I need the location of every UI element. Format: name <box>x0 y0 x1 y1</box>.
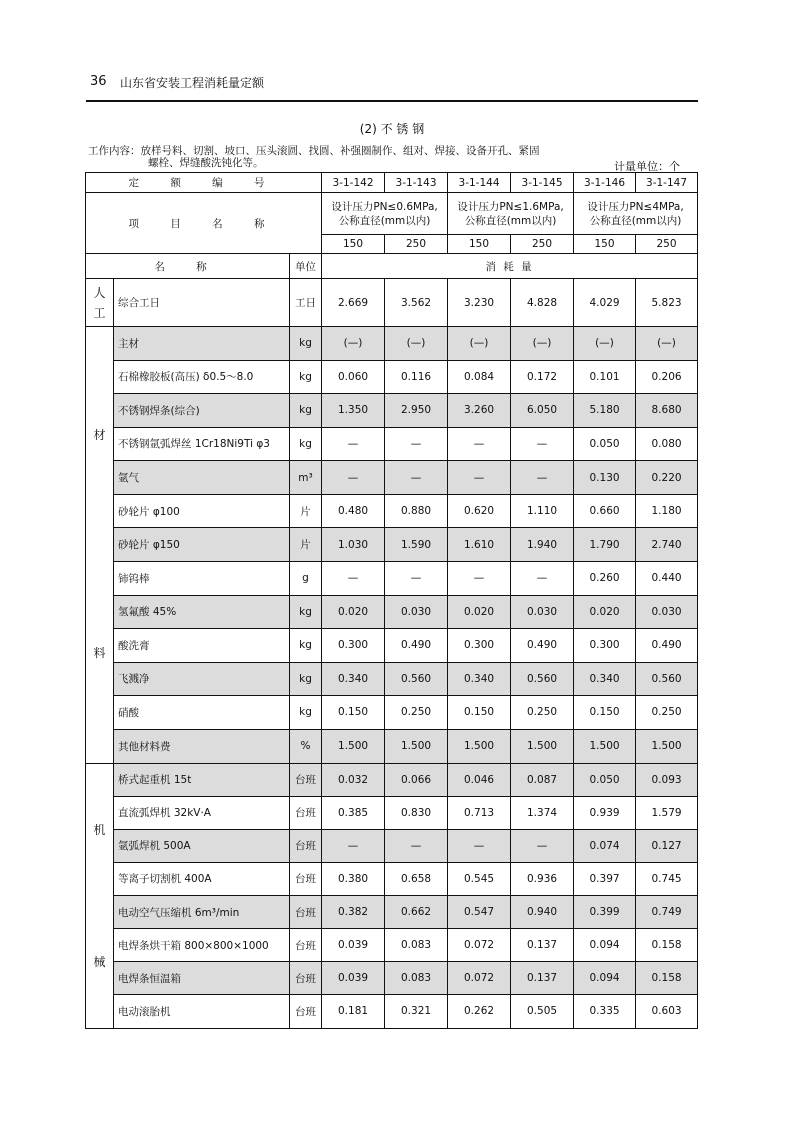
value-cell: 0.662 <box>385 896 448 929</box>
value-cell: 1.500 <box>574 729 636 763</box>
spec-header <box>448 193 574 235</box>
value-cell: 0.094 <box>574 929 636 962</box>
spec-header <box>322 193 448 235</box>
item-name: 桥式起重机 15t <box>114 763 290 796</box>
value-cell: (—) <box>636 327 698 361</box>
value-cell: — <box>322 829 385 862</box>
value-cell: (—) <box>574 327 636 361</box>
value-cell: 0.158 <box>636 962 698 995</box>
table-row <box>86 729 698 763</box>
value-cell: — <box>448 427 511 461</box>
value-cell: 0.039 <box>322 962 385 995</box>
unit-column-header: 单位 <box>290 254 322 279</box>
value-cell: 0.547 <box>448 896 511 929</box>
item-name: 等离子切割机 400A <box>114 862 290 895</box>
item-name: 电动滚胎机 <box>114 995 290 1028</box>
item-unit: 片 <box>290 528 322 562</box>
item-unit: kg <box>290 427 322 461</box>
item-name: 其他材料费 <box>114 729 290 763</box>
value-cell: 0.340 <box>448 662 511 696</box>
value-cell: 1.500 <box>322 729 385 763</box>
value-cell: 1.374 <box>511 796 574 829</box>
value-cell: 0.094 <box>574 962 636 995</box>
value-cell: 0.084 <box>448 360 511 394</box>
table-row <box>86 528 698 562</box>
value-cell: (—) <box>385 327 448 361</box>
value-cell: 0.137 <box>511 962 574 995</box>
item-name: 石棉橡胶板(高压) δ0.5～8.0 <box>114 360 290 394</box>
value-cell: — <box>322 427 385 461</box>
value-cell: 1.350 <box>322 394 385 428</box>
value-cell: 0.250 <box>385 696 448 730</box>
item-unit: kg <box>290 394 322 428</box>
book-title: 山东省安装工程消耗量定额 <box>120 76 265 90</box>
table-row <box>86 360 698 394</box>
value-cell: 3.260 <box>448 394 511 428</box>
item-unit: kg <box>290 696 322 730</box>
value-cell: 0.250 <box>636 696 698 730</box>
quota-code: 3-1-144 <box>448 173 511 193</box>
spec-line: 公称直径(mm以内) <box>338 214 431 227</box>
item-unit: kg <box>290 360 322 394</box>
group-label: 人 工 <box>86 279 114 327</box>
diameter-cell: 150 <box>322 235 385 254</box>
column-header-row <box>86 254 698 279</box>
table-row <box>86 829 698 862</box>
table-row <box>86 427 698 461</box>
value-cell: 3.230 <box>448 279 511 327</box>
value-cell: 0.039 <box>322 929 385 962</box>
value-cell: 0.116 <box>385 360 448 394</box>
value-cell: 3.562 <box>385 279 448 327</box>
diameter-cell: 250 <box>636 235 698 254</box>
table-row <box>86 896 698 929</box>
table-row <box>86 696 698 730</box>
value-cell: 0.713 <box>448 796 511 829</box>
value-cell: 1.500 <box>448 729 511 763</box>
table-row <box>86 327 698 361</box>
value-cell: 0.020 <box>574 595 636 629</box>
value-cell: 0.620 <box>448 494 511 528</box>
table-row <box>86 662 698 696</box>
quota-code: 3-1-145 <box>511 173 574 193</box>
value-cell: 0.936 <box>511 862 574 895</box>
value-cell: 5.823 <box>636 279 698 327</box>
work-content-line-1: 工作内容：放样号料、切割、坡口、压头滚圆、找圆、补强圈制作、组对、焊接、设备开孔、紧固 <box>88 145 540 157</box>
value-cell: 0.127 <box>636 829 698 862</box>
quota-table-body <box>86 173 698 1029</box>
value-cell: 0.046 <box>448 763 511 796</box>
item-name: 综合工日 <box>114 279 290 327</box>
value-cell: 0.480 <box>322 494 385 528</box>
value-cell: 0.560 <box>511 662 574 696</box>
diameter-cell: 150 <box>574 235 636 254</box>
item-unit: kg <box>290 595 322 629</box>
value-cell: 1.500 <box>385 729 448 763</box>
spec-line: 公称直径(mm以内) <box>464 214 557 227</box>
value-cell: 0.206 <box>636 360 698 394</box>
value-cell: (—) <box>322 327 385 361</box>
value-cell: — <box>511 561 574 595</box>
value-cell: 0.072 <box>448 962 511 995</box>
value-cell: 0.130 <box>574 461 636 495</box>
item-unit: 台班 <box>290 896 322 929</box>
value-cell: 8.680 <box>636 394 698 428</box>
value-cell: 0.030 <box>511 595 574 629</box>
value-cell: 1.180 <box>636 494 698 528</box>
table-row <box>86 461 698 495</box>
value-cell: 0.658 <box>385 862 448 895</box>
item-name: 氩弧焊机 500A <box>114 829 290 862</box>
value-cell: 0.260 <box>574 561 636 595</box>
item-unit: 台班 <box>290 962 322 995</box>
item-unit: 台班 <box>290 796 322 829</box>
value-cell: 2.740 <box>636 528 698 562</box>
quota-code: 3-1-146 <box>574 173 636 193</box>
item-unit: 台班 <box>290 763 322 796</box>
value-cell: 0.030 <box>636 595 698 629</box>
value-cell: — <box>448 461 511 495</box>
value-cell: 0.101 <box>574 360 636 394</box>
value-cell: 0.072 <box>448 929 511 962</box>
value-cell: 0.660 <box>574 494 636 528</box>
item-name: 不锈钢氩弧焊丝 1Cr18Ni9Ti φ3 <box>114 427 290 461</box>
value-cell: 0.399 <box>574 896 636 929</box>
item-unit: 台班 <box>290 995 322 1028</box>
value-cell: (—) <box>448 327 511 361</box>
value-cell: 1.030 <box>322 528 385 562</box>
item-name: 电焊条恒温箱 <box>114 962 290 995</box>
item-name: 电焊条烘干箱 800×800×1000 <box>114 929 290 962</box>
value-cell: 0.300 <box>448 629 511 663</box>
item-name: 砂轮片 φ150 <box>114 528 290 562</box>
value-cell: 0.074 <box>574 829 636 862</box>
spec-line: 设计压力PN≤4MPa, <box>587 200 684 213</box>
quota-code: 3-1-147 <box>636 173 698 193</box>
value-cell: 0.382 <box>322 896 385 929</box>
value-cell: 0.172 <box>511 360 574 394</box>
item-unit: m³ <box>290 461 322 495</box>
value-cell: 0.262 <box>448 995 511 1028</box>
value-cell: 0.050 <box>574 427 636 461</box>
table-row <box>86 279 698 327</box>
section-title: (2) 不 锈 钢 <box>359 122 425 136</box>
value-cell: 0.158 <box>636 929 698 962</box>
item-name: 直流弧焊机 32kV·A <box>114 796 290 829</box>
value-cell: — <box>511 461 574 495</box>
item-unit: 台班 <box>290 862 322 895</box>
item-unit: 台班 <box>290 929 322 962</box>
value-cell: 0.745 <box>636 862 698 895</box>
item-name-label: 项 目 名 称 <box>86 193 322 254</box>
item-unit: 片 <box>290 494 322 528</box>
item-name: 电动空气压缩机 6m³/min <box>114 896 290 929</box>
value-cell: 0.380 <box>322 862 385 895</box>
value-cell: — <box>385 427 448 461</box>
value-cell: 0.300 <box>574 629 636 663</box>
quota-code: 3-1-143 <box>385 173 448 193</box>
value-cell: 0.150 <box>448 696 511 730</box>
group-label: 机 械 <box>86 763 114 1028</box>
spec-header <box>574 193 698 235</box>
quota-number-label: 定 额 编 号 <box>86 173 322 193</box>
item-name: 主材 <box>114 327 290 361</box>
name-column-header: 名 称 <box>86 254 290 279</box>
table-row <box>86 561 698 595</box>
value-cell: 0.340 <box>322 662 385 696</box>
value-cell: 0.560 <box>636 662 698 696</box>
measurement-unit-note: 计量单位：个 <box>614 160 680 173</box>
quota-table <box>85 172 698 1029</box>
value-cell: 0.060 <box>322 360 385 394</box>
value-cell: 0.545 <box>448 862 511 895</box>
quota-code: 3-1-142 <box>322 173 385 193</box>
group-label: 材 料 <box>86 327 114 764</box>
value-cell: — <box>511 829 574 862</box>
value-cell: 1.579 <box>636 796 698 829</box>
table-row <box>86 796 698 829</box>
value-cell: (—) <box>511 327 574 361</box>
consumption-column-header: 消 耗 量 <box>322 254 698 279</box>
item-unit: kg <box>290 629 322 663</box>
value-cell: — <box>385 461 448 495</box>
item-unit: 工日 <box>290 279 322 327</box>
table-row <box>86 595 698 629</box>
item-name: 氩气 <box>114 461 290 495</box>
value-cell: 0.030 <box>385 595 448 629</box>
value-cell: — <box>322 461 385 495</box>
value-cell: 6.050 <box>511 394 574 428</box>
item-unit: kg <box>290 662 322 696</box>
value-cell: 0.220 <box>636 461 698 495</box>
item-name: 酸洗膏 <box>114 629 290 663</box>
value-cell: 0.340 <box>574 662 636 696</box>
value-cell: 1.790 <box>574 528 636 562</box>
value-cell: 0.083 <box>385 962 448 995</box>
value-cell: 1.610 <box>448 528 511 562</box>
table-row <box>86 763 698 796</box>
value-cell: 0.093 <box>636 763 698 796</box>
work-content-line-2: 螺栓、焊缝酸洗钝化等。 <box>148 157 264 169</box>
value-cell: 0.560 <box>385 662 448 696</box>
value-cell: 0.830 <box>385 796 448 829</box>
value-cell: 2.950 <box>385 394 448 428</box>
value-cell: 0.335 <box>574 995 636 1028</box>
work-content <box>88 145 698 169</box>
value-cell: 0.250 <box>511 696 574 730</box>
value-cell: 0.020 <box>448 595 511 629</box>
value-cell: 0.321 <box>385 995 448 1028</box>
value-cell: 0.020 <box>322 595 385 629</box>
value-cell: 0.880 <box>385 494 448 528</box>
value-cell: 0.749 <box>636 896 698 929</box>
value-cell: 5.180 <box>574 394 636 428</box>
page-number: 36 <box>90 74 107 89</box>
value-cell: 0.150 <box>574 696 636 730</box>
item-name: 铈钨棒 <box>114 561 290 595</box>
table-row <box>86 494 698 528</box>
item-name: 飞溅净 <box>114 662 290 696</box>
table-row <box>86 394 698 428</box>
value-cell: 1.590 <box>385 528 448 562</box>
table-row <box>86 962 698 995</box>
value-cell: 2.669 <box>322 279 385 327</box>
quota-number-row <box>86 173 698 193</box>
value-cell: 0.505 <box>511 995 574 1028</box>
table-row <box>86 995 698 1028</box>
table-row <box>86 929 698 962</box>
value-cell: 0.603 <box>636 995 698 1028</box>
value-cell: 0.490 <box>385 629 448 663</box>
spec-line: 设计压力PN≤1.6MPa, <box>457 200 564 213</box>
value-cell: 0.385 <box>322 796 385 829</box>
table-row <box>86 862 698 895</box>
value-cell: — <box>511 427 574 461</box>
value-cell: — <box>385 829 448 862</box>
value-cell: 0.083 <box>385 929 448 962</box>
table-row <box>86 629 698 663</box>
item-unit: kg <box>290 327 322 361</box>
value-cell: — <box>322 561 385 595</box>
value-cell: 0.066 <box>385 763 448 796</box>
diameter-cell: 250 <box>511 235 574 254</box>
value-cell: 4.828 <box>511 279 574 327</box>
item-unit: g <box>290 561 322 595</box>
value-cell: 0.940 <box>511 896 574 929</box>
value-cell: — <box>385 561 448 595</box>
value-cell: 1.500 <box>636 729 698 763</box>
value-cell: 1.500 <box>511 729 574 763</box>
item-name: 砂轮片 φ100 <box>114 494 290 528</box>
value-cell: 0.490 <box>511 629 574 663</box>
page-header <box>86 72 698 102</box>
value-cell: 0.181 <box>322 995 385 1028</box>
item-name: 硝酸 <box>114 696 290 730</box>
value-cell: 1.940 <box>511 528 574 562</box>
value-cell: 0.080 <box>636 427 698 461</box>
value-cell: 1.110 <box>511 494 574 528</box>
value-cell: 4.029 <box>574 279 636 327</box>
spec-line: 公称直径(mm以内) <box>589 214 682 227</box>
value-cell: 0.150 <box>322 696 385 730</box>
value-cell: 0.137 <box>511 929 574 962</box>
item-unit: 台班 <box>290 829 322 862</box>
value-cell: 0.939 <box>574 796 636 829</box>
value-cell: 0.087 <box>511 763 574 796</box>
value-cell: 0.050 <box>574 763 636 796</box>
value-cell: 0.440 <box>636 561 698 595</box>
item-name: 不锈钢焊条(综合) <box>114 394 290 428</box>
value-cell: — <box>448 829 511 862</box>
value-cell: 0.490 <box>636 629 698 663</box>
spec-line: 设计压力PN≤0.6MPa, <box>331 200 438 213</box>
item-name: 氢氟酸 45% <box>114 595 290 629</box>
value-cell: — <box>448 561 511 595</box>
spec-row <box>86 193 698 235</box>
value-cell: 0.397 <box>574 862 636 895</box>
item-unit: % <box>290 729 322 763</box>
value-cell: 0.032 <box>322 763 385 796</box>
diameter-cell: 250 <box>385 235 448 254</box>
value-cell: 0.300 <box>322 629 385 663</box>
diameter-cell: 150 <box>448 235 511 254</box>
